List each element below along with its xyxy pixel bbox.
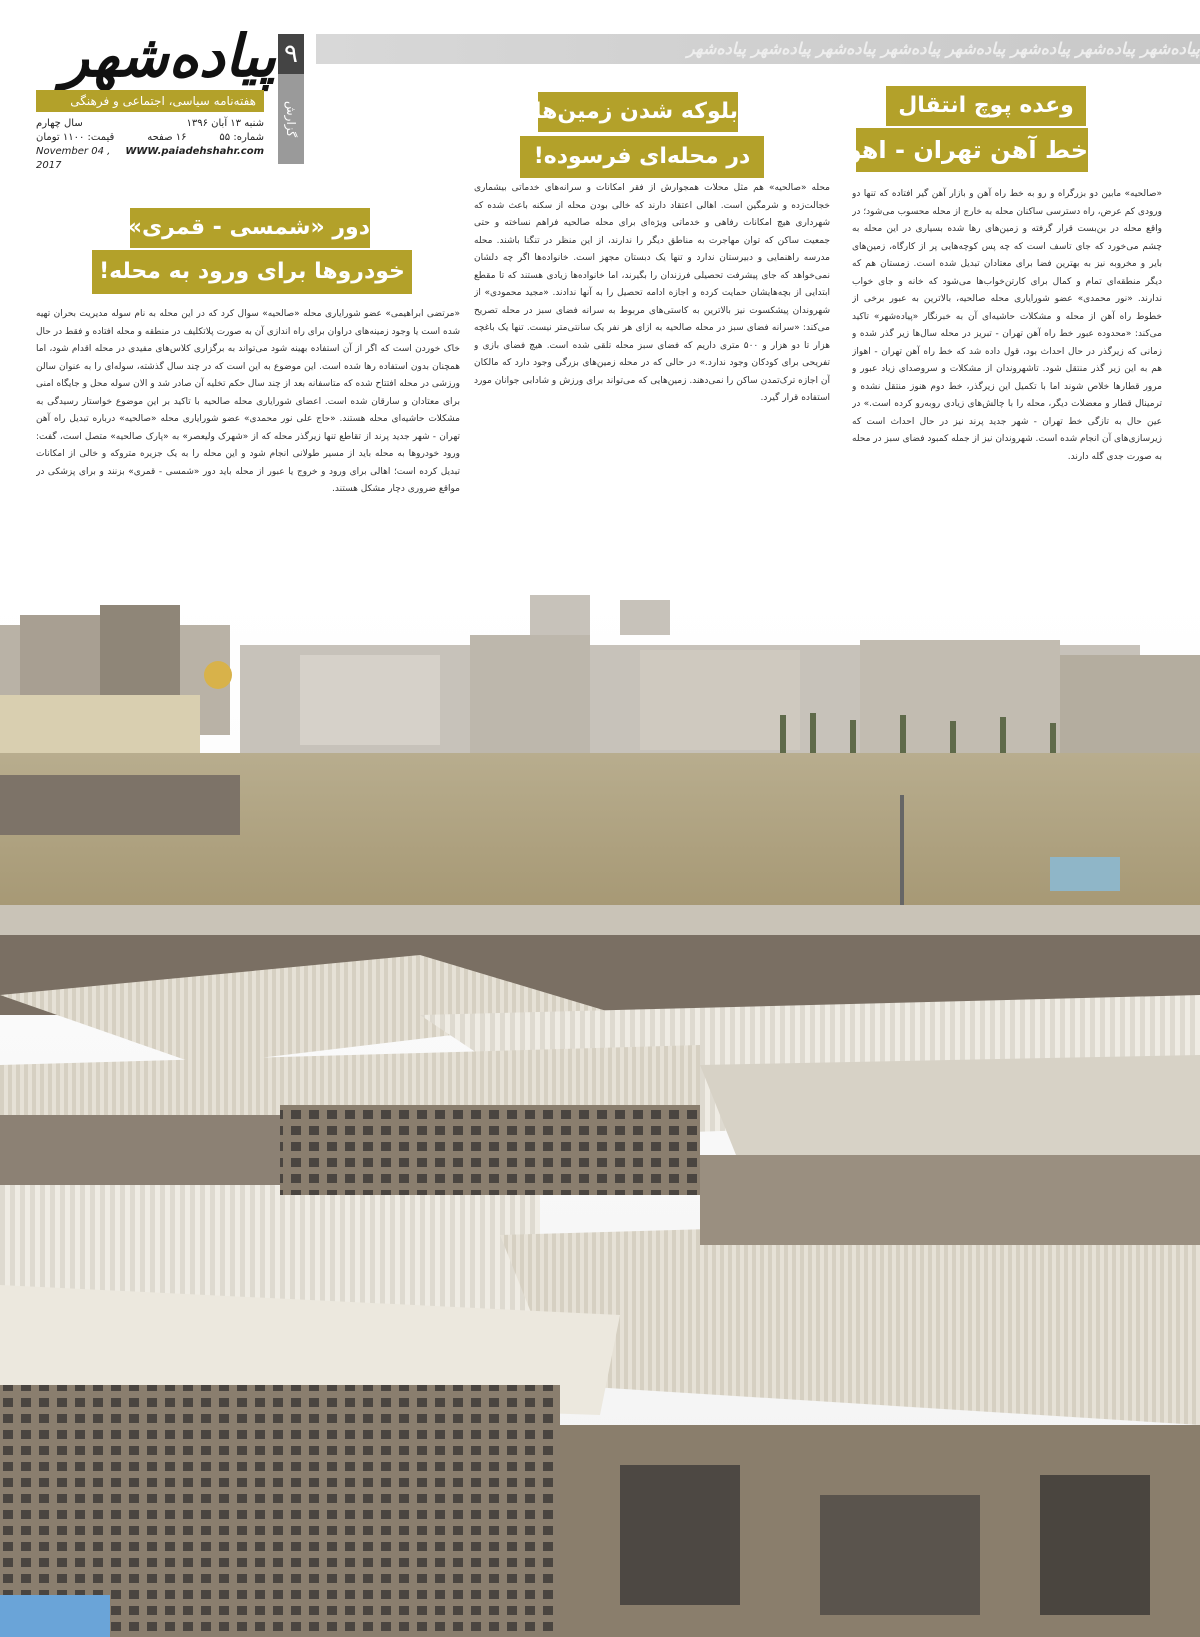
issue-line: شماره: ۵۵ xyxy=(219,132,264,143)
article-3-body: «مرتضی ابراهیمی» عضو شورایاری محله «صالحیه» سوال کرد که در این محله به نام سوله مدیریت بحران تهیه شده است یا وجود زمینه‌های دراوان برای راه اندازی آن به صورت پلاتکلیف در منطقه و محله افتاده و فقط در حال خاک خوردن است که اگر از آن استفاده بهینه شود می‌تواند به برگزاری کلاس‌های مفیدی در محله اقدام شود، اما همچنان بدون استفاده رها شده است. این موضوع به این است که در چند سال گذشته، سوله‌ای را به عنوان سالن ورزشی در محله افتتاح شده که متاسفانه بعد از چند سال حکم تخلیه آن صادر شد و الان سوله محل و جایگاه امنی برای معتادان و سارقان شده است. اعضای شورایاری محله صالحیه با تاکید بر این موضوع خواستار رسیدگی به مشکلات حاشیه‌ای محله هستند. «حاج علی نور محمدی» عضو شورایاری محله «صالحیه» درباره تبدیل راه آهن تهران - شهر جدید پرند از تقاطع تنها زیرگذر محله که از «شهرک ولیعصر» به «پارک صالحیه» متصل است، گفت: ورود خودروها به محله باید از مسیر طولانی انجام شود و این محله را به یک جزیره متروکه و خالی از امکانات تبدیل کرده است؛ اهالی برای ورود و خروج یا عبور از محله باید دور «شمسی - قمری» بزنند و برای پزشکی در مواقع ضروری دچار مشکل هستند. xyxy=(36,309,460,494)
blue-barrel xyxy=(0,1595,110,1637)
top-banner: پیاده‌شهر پیاده‌شهر پیاده‌شهر پیاده‌شهر پیاده‌شهر پیاده‌شهر پیاده‌شهر پیاده‌شهر xyxy=(316,34,1200,64)
price-line: قیمت: ۱۱۰۰ تومان xyxy=(36,132,115,143)
blue-shed xyxy=(1050,857,1120,891)
article-3-headline-2: خودروها برای ورود به محله! xyxy=(92,250,412,294)
photo-illustration xyxy=(0,595,1200,1637)
logo-text: پیاده‌شهر xyxy=(61,22,276,90)
section-label: گزارش xyxy=(278,74,304,164)
neighborhood-landscape-photo xyxy=(0,595,1200,1637)
low-buildings xyxy=(0,775,240,835)
article-2-body: محله «صالحیه» هم مثل محلات همجوارش از فقر امکانات و سرانه‌های خدماتی بیشماری خجالت‌زده و شرمگین است. اهالی اعتقاد دارند که خالی بودن محله از سکنه باعث شده که شهرداری هیچ امکانات رفاهی و خدماتی ویژه‌ای برای محله صالحیه فراهم نساخته و حتی جمعیت ساکن که توان مهاجرت به مناطق دیگر را ندارند، از این منظر در تنگنا باشند. محله مدرسه راهنمایی و دبیرستان ندارد و تنها یک دبستان مجهز است. خانواده‌ها اگر چه دلشان نمی‌خواهد که جای پیشرفت تحصیلی فرزندان را بگیرند، اما خانواده‌ها زیادی هستند که تا مقطع ابتدایی از بچه‌هایشان حمایت کرده و اجازه ادامه تحصیل را به آنها ندادند. «مجید محمودی» از شهروندان پیشکسوت نیز بالاترین به کاستی‌های مربوط به سرانه فضای سبز در محله تصریح می‌کند: «سرانه فضای سبز در محله صالحیه به ازای هر نفر یک سانتی‌متر نیست. تنها یک باغچه هزار تا دو هزار و ۵۰۰ متری داریم که فضای سبز محله تلقی شده است. هیچ فضای بازی و تفریحی برای کودکان وجود ندارد.» در حالی که در محله زمین‌های بزرگی وجود دارد که مالکان آن اجازه ترک‌تمدن ساکن را نمی‌دهند. زمین‌هایی که می‌تواند برای ورزش و شادابی جوانان مورد استفاده قرار گیرد. xyxy=(474,183,830,403)
article-1-headline-2: خط آهن تهران - اهواز! xyxy=(856,128,1088,172)
article-1-body: «صالحیه» مابین دو بزرگراه و رو به خط راه آهن و بازار آهن گیر افتاده که تنها دو ورودی کم عرض، راه دسترسی ساکنان محله به خارج از محله محسوب می‌شود؛ در واقع محله در بن‌بست قرار گرفته و زمین‌های رها شده بسیاری در این محله به چشم می‌خورد که جای تاسف است که چه پس کوچه‌هایی پر از کارگاه، زمین‌های بایر و مخروبه نیز به بهترین فضا برای معتادان تبدیل شده است. زمستان هم که دیگر منطقه‌ای تمام و کمال برای کارتن‌خواب‌ها می‌شود که خانه و جای خواب ندارند. «نور محمدی» عضو شورایاری محله صالحیه، بالاترین به عبور برخی از خطوط راه آهن از محله و مشکلات حاشیه‌ای آن به خبرنگار «پیاده‌شهر» تاکید می‌کند: «محدوده عبور خط راه آهن تهران - تبریز در محله سال‌ها زیر گذر شده و زمانی که زیرگذر در حال احداث بود، قول داده شد که خط راه آهن تهران - اهواز هم به این زیر گذر منتقل شود. تاشهروندان از مشکلات و سروصدای زیاد عبور و مرور قطارها خلاص شوند اما با تکمیل این زیرگذر، خط دوم هنوز منتقل نشده و ترمینال قطار و معضلات دیگر، محله را با چالش‌های زیادی روبه‌رو کرده است.» در عین حال به تازگی خط تهران - شهر جدید پرند نیز در حال احداث است که زیرسازی‌های آن انجام شده است. شهروندان نیز از جمله کمبود فضای سبز در محله به صورت جدی گله دارند. xyxy=(852,189,1162,462)
website-link[interactable]: WWW.paiadehshahr.com xyxy=(125,146,264,157)
boundary-wall xyxy=(0,905,1200,935)
page-number: ۹ xyxy=(278,34,304,74)
article-3-headline-1: دور «شمسی - قمری» xyxy=(130,208,370,248)
newspaper-logo xyxy=(61,22,276,90)
article-1-headline-1: وعده پوچ انتقال xyxy=(886,86,1086,126)
pages-line: ۱۶ صفحه xyxy=(147,132,187,143)
date-line: شنبه ۱۳ آبان ۱۳۹۶ xyxy=(186,118,264,129)
year-line: سال چهارم xyxy=(36,118,83,129)
article-2-headline-1: بلوکه شدن زمین‌ها xyxy=(538,92,738,132)
date-en: November 04 , 2017 xyxy=(36,146,111,171)
masthead-meta xyxy=(36,117,264,173)
article-2-headline-2: در محله‌ای فرسوده! xyxy=(520,136,764,178)
shrine-dome xyxy=(204,661,232,689)
tagline: هفته‌نامه سیاسی، اجتماعی و فرهنگی xyxy=(36,90,264,112)
